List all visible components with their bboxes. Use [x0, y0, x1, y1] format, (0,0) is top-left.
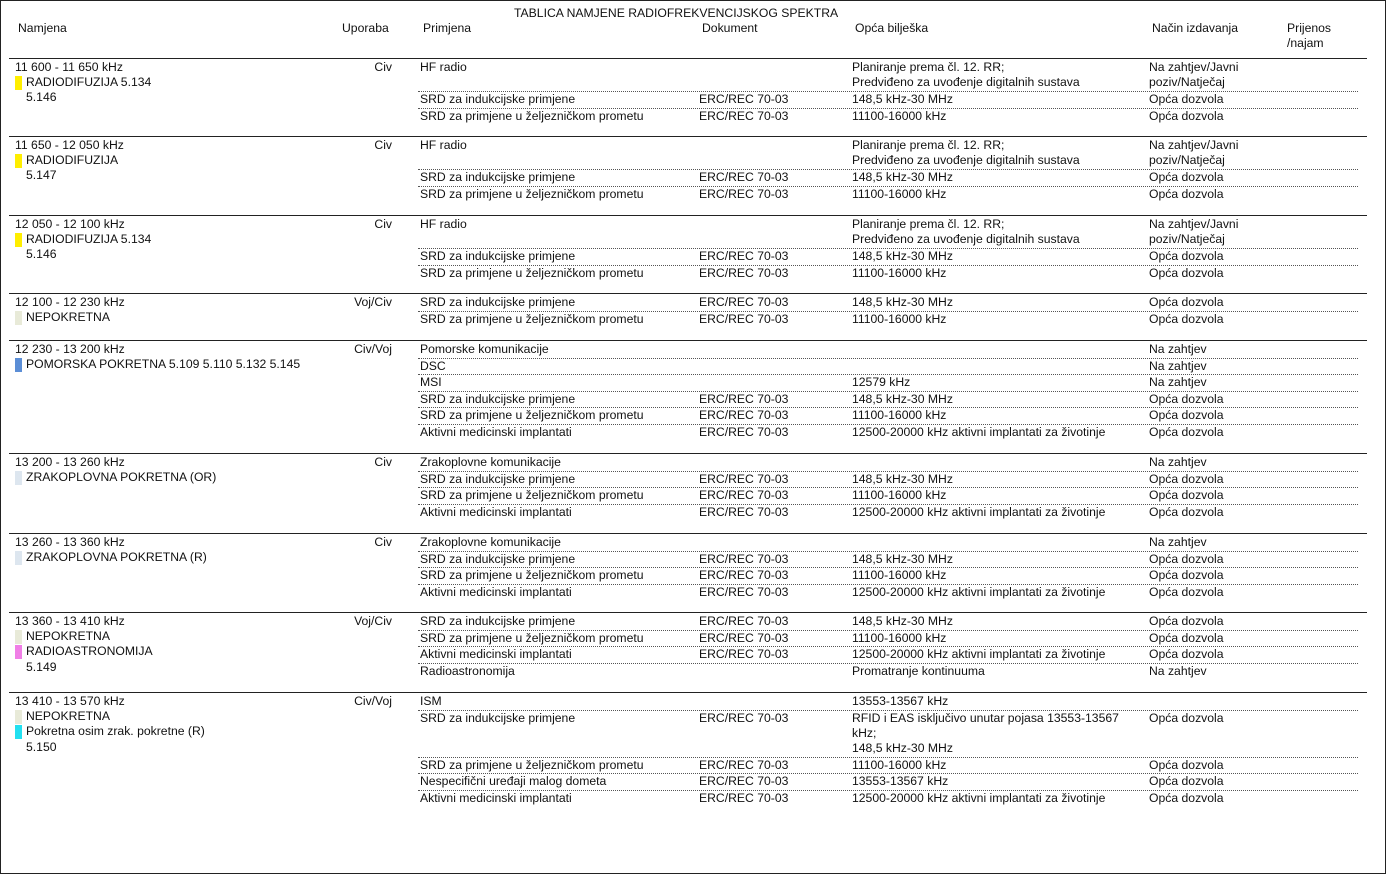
issuance-cell: poziv/Natječaj	[1149, 232, 1225, 247]
issuance-cell: Opća dozvola	[1149, 186, 1224, 201]
application-cell: Aktivni medicinski implantati	[420, 647, 572, 662]
issuance-cell: Opća dozvola	[1149, 488, 1224, 503]
frequency-range: 13 410 - 13 570 kHz	[15, 694, 125, 708]
document-cell: ERC/REC 70-03	[699, 108, 789, 123]
footnote-ref: 5.150	[26, 739, 57, 754]
note-cell: 148,5 kHz-30 MHz	[852, 391, 953, 406]
issuance-cell: Opća dozvola	[1149, 584, 1224, 599]
issuance-cell: Na zahtjev/Javni	[1149, 60, 1239, 74]
note-cell: 11100-16000 kHz	[852, 108, 947, 123]
frequency-range: 12 230 - 13 200 kHz	[15, 342, 125, 356]
note-cell: 11100-16000 kHz	[852, 186, 947, 201]
note-cell: 11100-16000 kHz	[852, 757, 947, 772]
issuance-cell: Opća dozvola	[1149, 630, 1224, 645]
service-color-swatch	[15, 311, 22, 325]
service-color-swatch	[15, 725, 22, 739]
issuance-cell: Opća dozvola	[1149, 391, 1224, 406]
note-cell: 148,5 kHz-30 MHz	[852, 170, 953, 184]
header-prijenos: Prijenos	[1287, 21, 1332, 35]
note-cell: RFID i EAS isključivo unutar pojasa 13553-13567	[852, 710, 1119, 725]
application-cell: SRD za indukcijske primjene	[420, 551, 576, 566]
usage-code: Civ	[374, 138, 392, 152]
issuance-cell: Opća dozvola	[1149, 647, 1224, 662]
service-name: NEPOKRETNA	[26, 709, 110, 724]
section-divider	[9, 136, 1367, 137]
issuance-cell: Na zahtjev	[1149, 358, 1207, 373]
note-cell: Promatranje kontinuuma	[852, 663, 985, 678]
note-cell: 12500-20000 kHz aktivni implantati za životinje	[852, 425, 1106, 439]
document-cell: ERC/REC 70-03	[699, 710, 789, 725]
service-name: ZRAKOPLOVNA POKRETNA (R)	[26, 550, 207, 565]
service-name: RADIODIFUZIJA 5.134	[26, 75, 152, 90]
service-color-swatch	[15, 154, 22, 168]
document-cell: ERC/REC 70-03	[699, 425, 789, 439]
row-divider	[418, 358, 1358, 359]
usage-code: Civ	[374, 217, 392, 231]
service-name: NEPOKRETNA	[26, 310, 110, 325]
note-cell: Predviđeno za uvođenje digitalnih sustava	[852, 153, 1080, 168]
document-cell: ERC/REC 70-03	[699, 504, 789, 519]
section-divider	[9, 215, 1367, 216]
section-divider	[9, 612, 1367, 613]
note-cell: 148,5 kHz-30 MHz	[852, 741, 953, 755]
frequency-range: 12 050 - 12 100 kHz	[15, 217, 125, 231]
application-cell: Nespecifični uređaji malog dometa	[420, 774, 607, 789]
service-name: RADIOASTRONOMIJA	[26, 644, 153, 659]
issuance-cell: Opća dozvola	[1149, 757, 1224, 772]
application-cell: MSI	[420, 375, 442, 390]
note-cell: 148,5 kHz-30 MHz	[852, 295, 953, 309]
note-cell: 148,5 kHz-30 MHz	[852, 249, 953, 263]
application-cell: SRD za primjene u željezničkom prometu	[420, 186, 644, 201]
issuance-cell: Opća dozvola	[1149, 504, 1224, 519]
usage-code: Civ	[374, 60, 392, 74]
application-cell: SRD za indukcijske primjene	[420, 249, 576, 263]
application-cell: SRD za indukcijske primjene	[420, 170, 576, 184]
header-biljeska: Opća bilješka	[855, 21, 929, 35]
note-cell: 148,5 kHz-30 MHz	[852, 92, 953, 106]
usage-code: Civ/Voj	[354, 342, 392, 356]
document-cell: ERC/REC 70-03	[699, 186, 789, 201]
application-cell: SRD za primjene u željezničkom prometu	[420, 408, 644, 423]
application-cell: SRD za indukcijske primjene	[420, 710, 576, 725]
document-cell: ERC/REC 70-03	[699, 391, 789, 406]
application-cell: SRD za primjene u željezničkom prometu	[420, 311, 644, 326]
document-cell: ERC/REC 70-03	[699, 551, 789, 566]
usage-code: Civ	[374, 535, 392, 549]
document-cell: ERC/REC 70-03	[699, 630, 789, 645]
frequency-range: 12 100 - 12 230 kHz	[15, 295, 125, 309]
document-cell: ERC/REC 70-03	[699, 170, 789, 184]
application-cell: Pomorske komunikacije	[420, 342, 549, 356]
issuance-cell: Opća dozvola	[1149, 249, 1224, 263]
note-cell: Predviđeno za uvođenje digitalnih sustava	[852, 75, 1080, 90]
note-cell: 11100-16000 kHz	[852, 265, 947, 280]
note-cell: 12500-20000 kHz aktivni implantati za životinje	[852, 791, 1106, 805]
service-name: NEPOKRETNA	[26, 629, 110, 644]
issuance-cell: Opća dozvola	[1149, 471, 1224, 486]
note-cell: 11100-16000 kHz	[852, 408, 947, 423]
issuance-cell: Opća dozvola	[1149, 710, 1224, 725]
application-cell: SRD za indukcijske primjene	[420, 92, 576, 106]
note-cell: kHz;	[852, 725, 877, 740]
header-nacin: Način izdavanja	[1152, 21, 1239, 35]
service-color-swatch	[15, 233, 22, 247]
service-color-swatch	[15, 645, 22, 659]
frequency-range: 11 600 - 11 650 kHz	[15, 60, 123, 74]
service-name: RADIODIFUZIJA 5.134	[26, 232, 152, 247]
document-cell: ERC/REC 70-03	[699, 265, 789, 280]
application-cell: SRD za primjene u željezničkom prometu	[420, 108, 644, 123]
service-name: ZRAKOPLOVNA POKRETNA (OR)	[26, 470, 217, 485]
application-cell: HF radio	[420, 138, 467, 152]
application-cell: SRD za indukcijske primjene	[420, 614, 576, 628]
note-cell: 13553-13567 kHz	[852, 774, 949, 789]
service-color-swatch	[15, 76, 22, 90]
section-divider	[9, 692, 1367, 693]
issuance-cell: Na zahtjev	[1149, 375, 1207, 390]
application-cell: SRD za primjene u željezničkom prometu	[420, 568, 644, 583]
issuance-cell: Opća dozvola	[1149, 425, 1224, 439]
header-dokument: Dokument	[702, 21, 758, 35]
header-namjena: Namjena	[18, 21, 67, 35]
issuance-cell: Na zahtjev/Javni	[1149, 217, 1239, 231]
note-cell: 11100-16000 kHz	[852, 630, 947, 645]
service-color-swatch	[15, 710, 22, 724]
application-cell: HF radio	[420, 217, 467, 231]
footnote-ref: 5.147	[26, 168, 57, 183]
document-cell: ERC/REC 70-03	[699, 488, 789, 503]
footnote-ref: 5.146	[26, 247, 57, 262]
application-cell: Radioastronomija	[420, 663, 515, 678]
document-cell: ERC/REC 70-03	[699, 568, 789, 583]
note-cell: 148,5 kHz-30 MHz	[852, 551, 953, 566]
document-cell: ERC/REC 70-03	[699, 311, 789, 326]
note-cell: Planiranje prema čl. 12. RR;	[852, 60, 1005, 74]
document-cell: ERC/REC 70-03	[699, 584, 789, 599]
frequency-range: 11 650 - 12 050 kHz	[15, 138, 124, 152]
note-cell: 11100-16000 kHz	[852, 488, 947, 503]
issuance-cell: Na zahtjev	[1149, 535, 1207, 549]
application-cell: HF radio	[420, 60, 467, 74]
issuance-cell: Opća dozvola	[1149, 774, 1224, 789]
note-cell: Planiranje prema čl. 12. RR;	[852, 217, 1005, 231]
note-cell: 12500-20000 kHz aktivni implantati za životinje	[852, 584, 1106, 599]
issuance-cell: Opća dozvola	[1149, 265, 1224, 280]
issuance-cell: Na zahtjev	[1149, 663, 1207, 678]
issuance-cell: poziv/Natječaj	[1149, 75, 1225, 90]
frequency-range: 13 360 - 13 410 kHz	[15, 614, 125, 628]
application-cell: SRD za indukcijske primjene	[420, 471, 576, 486]
application-cell: Aktivni medicinski implantati	[420, 504, 572, 519]
note-cell: Predviđeno za uvođenje digitalnih sustava	[852, 232, 1080, 247]
section-divider	[9, 533, 1367, 534]
application-cell: SRD za indukcijske primjene	[420, 295, 576, 309]
service-color-swatch	[15, 551, 22, 565]
note-cell: 148,5 kHz-30 MHz	[852, 471, 953, 486]
issuance-cell: Opća dozvola	[1149, 295, 1224, 309]
service-color-swatch	[15, 471, 22, 485]
application-cell: Zrakoplovne komunikacije	[420, 455, 561, 469]
section-divider	[9, 453, 1367, 454]
document-cell: ERC/REC 70-03	[699, 295, 789, 309]
frequency-range: 13 260 - 13 360 kHz	[15, 535, 125, 549]
header-uporaba: Uporaba	[342, 21, 389, 35]
frequency-range: 13 200 - 13 260 kHz	[15, 455, 125, 469]
application-cell: SRD za primjene u željezničkom prometu	[420, 488, 644, 503]
document-cell: ERC/REC 70-03	[699, 408, 789, 423]
application-cell: DSC	[420, 358, 446, 373]
document-cell: ERC/REC 70-03	[699, 92, 789, 106]
document-cell: ERC/REC 70-03	[699, 791, 789, 805]
usage-code: Voj/Civ	[354, 295, 392, 309]
footnote-ref: 5.146	[26, 90, 57, 105]
application-cell: ISM	[420, 694, 442, 708]
document-cell: ERC/REC 70-03	[699, 614, 789, 628]
service-name: RADIODIFUZIJA	[26, 153, 119, 168]
note-cell: 148,5 kHz-30 MHz	[852, 614, 953, 628]
application-cell: Aktivni medicinski implantati	[420, 791, 572, 805]
issuance-cell: Opća dozvola	[1149, 568, 1224, 583]
note-cell: 12500-20000 kHz aktivni implantati za životinje	[852, 647, 1106, 662]
issuance-cell: Opća dozvola	[1149, 311, 1224, 326]
footnote-ref: 5.149	[26, 659, 57, 674]
section-divider	[9, 58, 1367, 59]
issuance-cell: Na zahtjev	[1149, 342, 1207, 356]
issuance-cell: Opća dozvola	[1149, 551, 1224, 566]
issuance-cell: Na zahtjev	[1149, 455, 1207, 469]
issuance-cell: Opća dozvola	[1149, 170, 1224, 184]
issuance-cell: Opća dozvola	[1149, 92, 1224, 106]
application-cell: SRD za primjene u željezničkom prometu	[420, 265, 644, 280]
service-color-swatch	[15, 630, 22, 644]
document-cell: ERC/REC 70-03	[699, 249, 789, 263]
service-name: POMORSKA POKRETNA 5.109 5.110 5.132 5.145	[26, 357, 301, 372]
application-cell: Aktivni medicinski implantati	[420, 584, 572, 599]
application-cell: SRD za primjene u željezničkom prometu	[420, 757, 644, 772]
issuance-cell: poziv/Natječaj	[1149, 153, 1225, 168]
note-cell: 11100-16000 kHz	[852, 568, 947, 583]
document-title: TABLICA NAMJENE RADIOFREKVENCIJSKOG SPEKTRA	[514, 6, 839, 20]
service-color-swatch	[15, 358, 22, 372]
issuance-cell: Na zahtjev/Javni	[1149, 138, 1239, 152]
header-primjena: Primjena	[423, 21, 472, 35]
issuance-cell: Opća dozvola	[1149, 791, 1224, 805]
application-cell: Zrakoplovne komunikacije	[420, 535, 561, 549]
document-cell: ERC/REC 70-03	[699, 647, 789, 662]
document-cell: ERC/REC 70-03	[699, 774, 789, 789]
note-cell: 12579 kHz	[852, 375, 911, 390]
issuance-cell: Opća dozvola	[1149, 408, 1224, 423]
usage-code: Civ/Voj	[354, 694, 392, 708]
document-cell: ERC/REC 70-03	[699, 471, 789, 486]
application-cell: Aktivni medicinski implantati	[420, 425, 572, 439]
application-cell: SRD za primjene u željezničkom prometu	[420, 630, 644, 645]
document-cell: ERC/REC 70-03	[699, 757, 789, 772]
usage-code: Voj/Civ	[354, 614, 392, 628]
section-divider	[9, 293, 1367, 294]
note-cell: 13553-13567 kHz	[852, 694, 949, 708]
note-cell: Planiranje prema čl. 12. RR;	[852, 138, 1005, 152]
note-cell: 12500-20000 kHz aktivni implantati za životinje	[852, 504, 1106, 519]
issuance-cell: Opća dozvola	[1149, 108, 1224, 123]
section-divider	[9, 340, 1367, 341]
service-name: Pokretna osim zrak. pokretne (R)	[26, 724, 205, 739]
issuance-cell: Opća dozvola	[1149, 614, 1224, 628]
application-cell: SRD za indukcijske primjene	[420, 391, 576, 406]
note-cell: 11100-16000 kHz	[852, 311, 947, 326]
header-najam: /najam	[1287, 36, 1324, 50]
usage-code: Civ	[374, 455, 392, 469]
